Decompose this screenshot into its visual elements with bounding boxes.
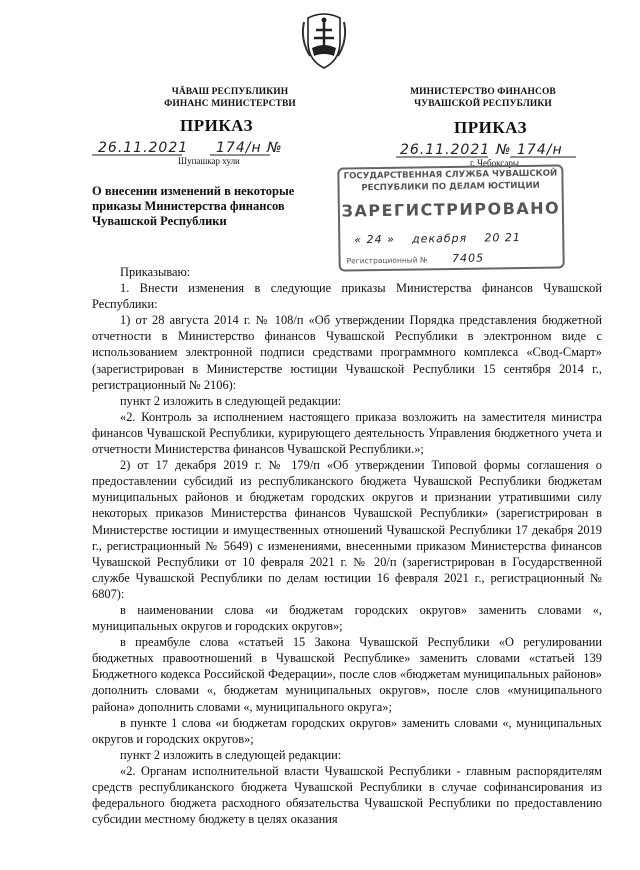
body-paragraph: пункт 2 изложить в следующей редакции: [120, 393, 342, 408]
org-name-chuvash [140, 86, 320, 110]
org-right-line1: МИНИСТЕРСТВО ФИНАНСОВ [410, 87, 556, 97]
org-name-russian [388, 86, 578, 110]
order-title-left: ПРИКАЗ [180, 116, 253, 135]
order-date-right: 26.11.2021 [400, 142, 491, 158]
stamp-month: декабря [411, 231, 468, 246]
body-paragraph: «2. Органам исполнительной власти Чувашской Республики - главным распорядителям средств республиканского бюджета Чувашской Республики в случае софинансирования из федерального бюджета расходного обязательства Чувашской Республики по предоставлению субсидии местному бюджету в целях оказания [92, 763, 602, 827]
body-paragraph: в наименовании слова «и бюджетам городских округов» заменить словами «, муниципальных округов и городских округов»; [92, 602, 602, 634]
body-paragraph: в преамбуле слова «статьей 15 Закона Чувашской Республики «О регулировании бюджетных правоотношений в Чувашской Республике» заменить словами «статьей 139 Бюджетного кодекса Российской Федерации», после слов «бюджетам муниципальных районов» дополнить словами «, бюджетам муниципальных округов», после слов «муниципального района» дополнить словами «, муниципального округа»; [92, 635, 602, 714]
stamp-line2: РЕСПУБЛИКИ ПО ДЕЛАМ ЮСТИЦИИ [361, 180, 540, 194]
stamp-status: ЗАРЕГИСТРИРОВАНО [341, 198, 561, 221]
heading-line2: приказы Министерства финансов [92, 199, 285, 213]
city-right: г. Чебоксары [470, 158, 519, 168]
date-underline-left [92, 154, 182, 157]
stamp-date [354, 231, 521, 246]
body-paragraph: в пункте 1 слова «и бюджетам городских округов» заменить словами «, муниципальных округов и городских округов»; [92, 715, 602, 746]
stamp-year: 20 21 [484, 231, 521, 245]
registration-stamp [337, 164, 564, 271]
order-number-right: № 174/н [496, 142, 563, 158]
body-paragraph: 2) от 17 декабря 2019 г. № 179/п «Об утверждении Типовой формы соглашения о предоставлении субсидий из республиканского бюджета Чувашской Республики бюджетам муниципальных районов и бюджетам городских округов и признании утратившими силу некоторых приказов Министерства финансов Чувашской Республики» (зарегистрирован в Министерстве юстиции и имущественных отношений Чувашской Республики 17 декабря 2019 г., регистрационный № 5649) с изменениями, внесенными приказом Министерства финансов Чувашской Республики от 10 февраля 2021 г. № 20/п (зарегистрирован в Государственной службе Чувашской Республики по делам юстиции 16 февраля 2021 г., регистрационный № 6807): [92, 458, 602, 601]
order-number-left: 174/н № [216, 140, 283, 156]
heading-line3: Чувашской Республики [92, 214, 227, 228]
document-heading [92, 184, 302, 229]
body-paragraph: Приказываю: [120, 265, 191, 279]
org-left-line1: ЧĂВАШ РЕСПУБЛИКИН [171, 87, 289, 97]
coat-of-arms-emblem [300, 12, 348, 72]
body-paragraph: 1. Внести изменения в следующие приказы Министерства финансов Чувашской Республики: [92, 281, 602, 312]
stamp-day: « 24 » [354, 232, 395, 247]
org-left-line2: ФИНАНС МИНИСТЕРСТВИ [164, 99, 296, 109]
order-title-right: ПРИКАЗ [454, 118, 527, 137]
body-paragraph: 1) от 28 августа 2014 г. № 108/п «Об утверждении Порядка представления бюджетной отчетности в Министерство финансов Чувашской Республики в электронном виде с использованием электронной подписи средствами программного комплекса «Свод-Смарт» (зарегистрирован в Министерстве юстиции Чувашской Республики 15 сентября 2014 г., регистрационный № 2106): [92, 313, 602, 392]
body-paragraph: пункт 2 изложить в следующей редакции: [120, 747, 342, 762]
body-paragraph: «2. Контроль за исполнением настоящего приказа возложить на заместителя министра финансов Чувашской Республики, курирующего деятельность Управления бюджетного учета и отчетности Министерства финансов Чувашской Республики.»; [92, 409, 602, 457]
number-underline-right [510, 156, 576, 159]
order-date-left: 26.11.2021 [98, 140, 189, 156]
stamp-line1: ГОСУДАРСТВЕННАЯ СЛУЖБА ЧУВАШСКОЙ [343, 168, 558, 182]
city-left: Шупашкар хули [178, 156, 240, 166]
heading-line1: О внесении изменений в некоторые [92, 184, 295, 198]
stamp-reg-number: 7405 [452, 251, 485, 265]
document-body [92, 264, 602, 827]
org-right-line2: ЧУВАШСКОЙ РЕСПУБЛИКИ [414, 99, 552, 109]
stamp-reg-label: Регистрационный № [346, 255, 428, 266]
